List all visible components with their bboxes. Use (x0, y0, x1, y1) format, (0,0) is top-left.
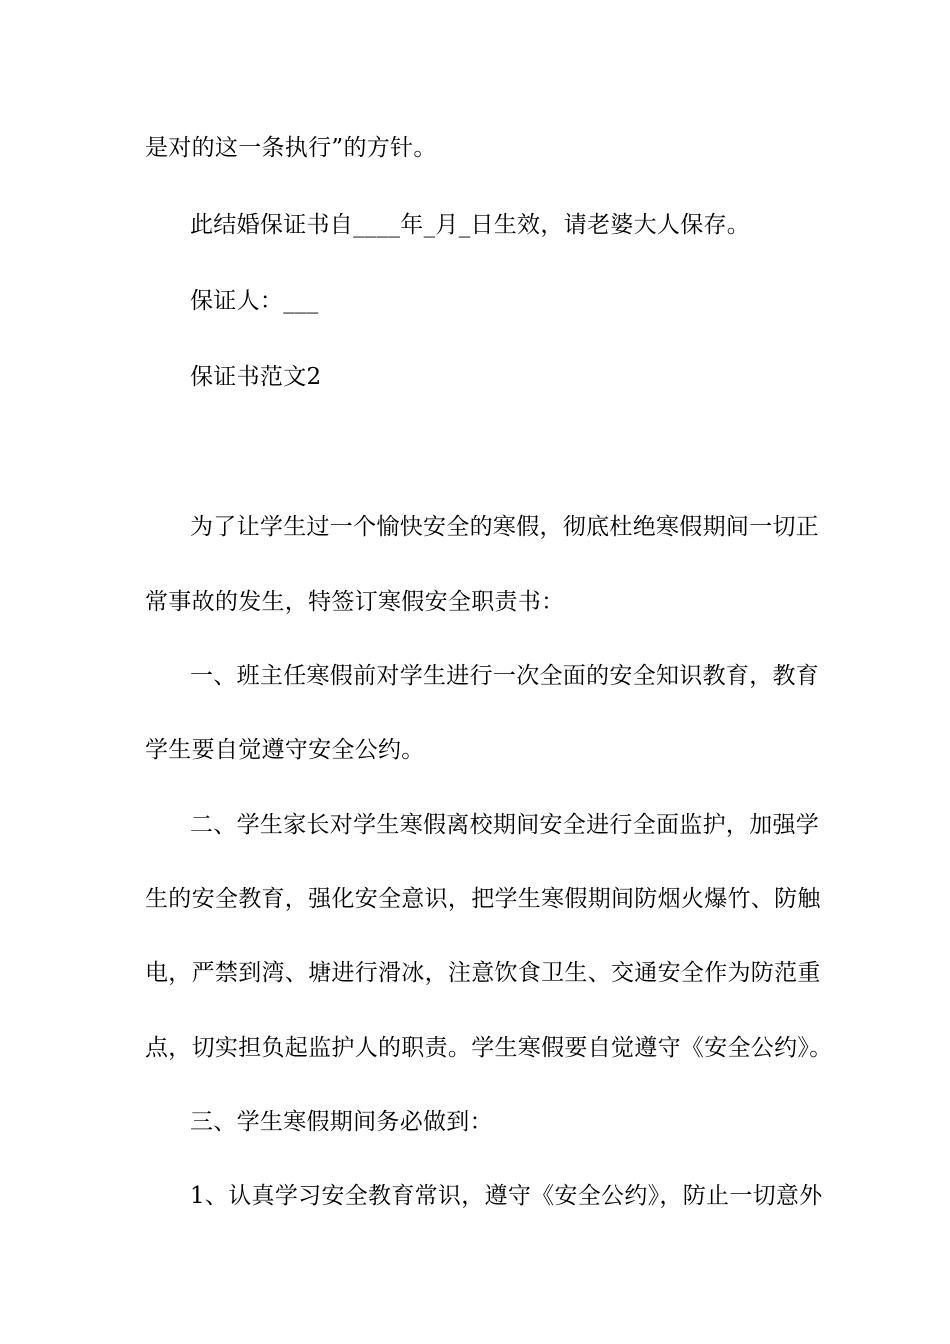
text-line: 一、班主任寒假前对学生进行一次全面的安全知识教育，教育 (190, 663, 820, 689)
text-line: 学生要自觉遵守安全公约。 (145, 737, 425, 763)
section-title: 保证书范文2 (190, 364, 322, 390)
text-line: 常事故的发生，特签订寒假安全职责书： (145, 589, 565, 615)
text-line: 二、学生家长对学生寒假离校期间安全进行全面监护，加强学 (190, 812, 820, 838)
text-line: 电，严禁到湾、塘进行滑冰，注意饮食卫生、交通安全作为防范重 (145, 960, 821, 986)
text-line: 三、学生寒假期间务必做到： (190, 1109, 493, 1135)
text-line: 是对的这一条执行”的方针。 (145, 135, 437, 161)
text-line: 此结婚保证书自____年_月_日生效，请老婆大人保存。 (190, 212, 751, 238)
text-line: 生的安全教育，强化安全意识，把学生寒假期间防烟火爆竹、防触 (145, 886, 821, 912)
text-line: 为了让学生过一个愉快安全的寒假，彻底杜绝寒假期间一切正 (190, 514, 820, 540)
text-line: 1、认真学习安全教育常识，遵守《安全公约》，防止一切意外 (190, 1183, 823, 1209)
text-line: 保证人：___ (190, 288, 319, 314)
text-line: 点，切实担负起监护人的职责。学生寒假要自觉遵守《安全公约》。 (145, 1035, 833, 1061)
